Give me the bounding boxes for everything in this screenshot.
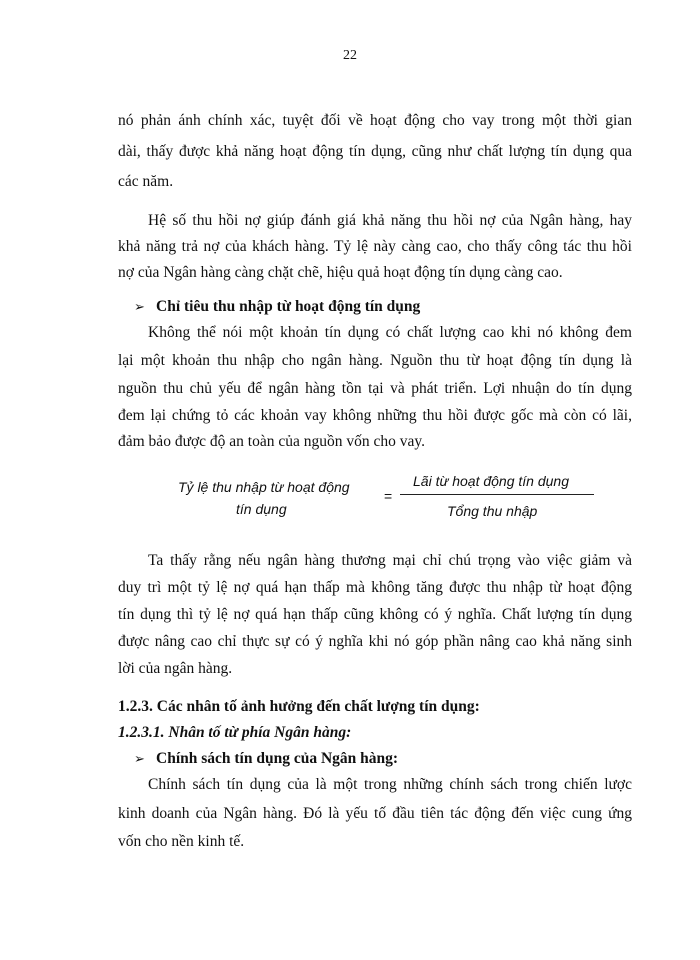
arrow-bullet-icon: ➢ [134,299,145,314]
para3-line-3: nguồn thu chủ yếu để ngân hàng tồn tại và phát triển. Lợi nhuận do tín dụng [118,380,632,397]
heading-income-indicator: Chỉ tiêu thu nhập từ hoạt động tín dụng [156,298,421,315]
para1-line-2: dài, thấy được khả năng hoạt động tín dụng, cũng như chất lượng tín dụng qua [118,143,632,160]
formula-lhs-line-2: tín dụng [236,501,287,517]
formula-numerator: Lãi từ hoạt động tín dụng [413,473,569,489]
para5-line-2: kinh doanh của Ngân hàng. Đó là yếu tố đầu tiên tác động đến việc cung ứng [118,805,632,822]
para2-line-1: Hệ số thu hồi nợ giúp đánh giá khả năng thu hồi nợ của Ngân hàng, hay [148,212,632,229]
heading-credit-policy: Chính sách tín dụng của Ngân hàng: [156,750,399,767]
para5-line-1: Chính sách tín dụng của là một trong những chính sách trong chiến lược [148,776,632,793]
formula-denominator: Tổng thu nhập [447,503,538,519]
para4-line-2: duy trì một tỷ lệ nợ quá hạn thấp mà không tăng được thu nhập từ hoạt động [118,579,632,596]
para1-line-3: các năm. [118,173,174,190]
para3-line-2: lại một khoản thu nhập cho ngân hàng. Nguồn thu từ hoạt động tín dụng là [118,352,632,369]
formula-lhs-line-1: Tỷ lệ thu nhập từ hoạt động [178,479,350,495]
para4-line-5: lời của ngân hàng. [118,660,233,677]
para2-line-2: khả năng trả nợ của khách hàng. Tỷ lệ này càng cao, cho thấy công tác thu hồi [118,238,632,255]
para2-line-3: nợ của Ngân hàng càng chặt chẽ, hiệu quả hoạt động tín dụng càng cao. [118,264,563,281]
formula-equals: = [384,488,393,504]
para1-line-1: nó phản ánh chính xác, tuyệt đối về hoạt động cho vay trong một thời gian [118,112,632,129]
para3-line-1: Không thể nói một khoản tín dụng có chất lượng cao khi nó không đem [148,324,632,341]
para5-line-3: vốn cho nền kinh tế. [118,833,245,850]
page-number: 22 [343,48,357,63]
para3-line-5: đảm bảo được độ an toàn của nguồn vốn cho vay. [118,433,425,450]
section-heading: 1.2.3. Các nhân tố ảnh hưởng đến chất lượng tín dụng: [118,698,480,715]
para3-line-4: đem lại chứng tỏ các khoản vay không những thu hồi được gốc mà còn có lãi, [118,407,632,424]
subsection-heading: 1.2.3.1. Nhân tố từ phía Ngân hàng: [118,724,352,741]
para4-line-4: được nâng cao chỉ thực sự có ý nghĩa khi nó góp phần nâng cao khả năng sinh [118,633,632,650]
arrow-bullet-icon: ➢ [134,751,145,766]
para4-line-3: tín dụng thì tỷ lệ nợ quá hạn thấp cũng không có ý nghĩa. Chất lượng tín dụng [118,606,632,623]
para4-line-1: Ta thấy rằng nếu ngân hàng thương mại chỉ chú trọng vào việc giảm và [148,552,632,569]
fraction-bar [400,494,594,495]
